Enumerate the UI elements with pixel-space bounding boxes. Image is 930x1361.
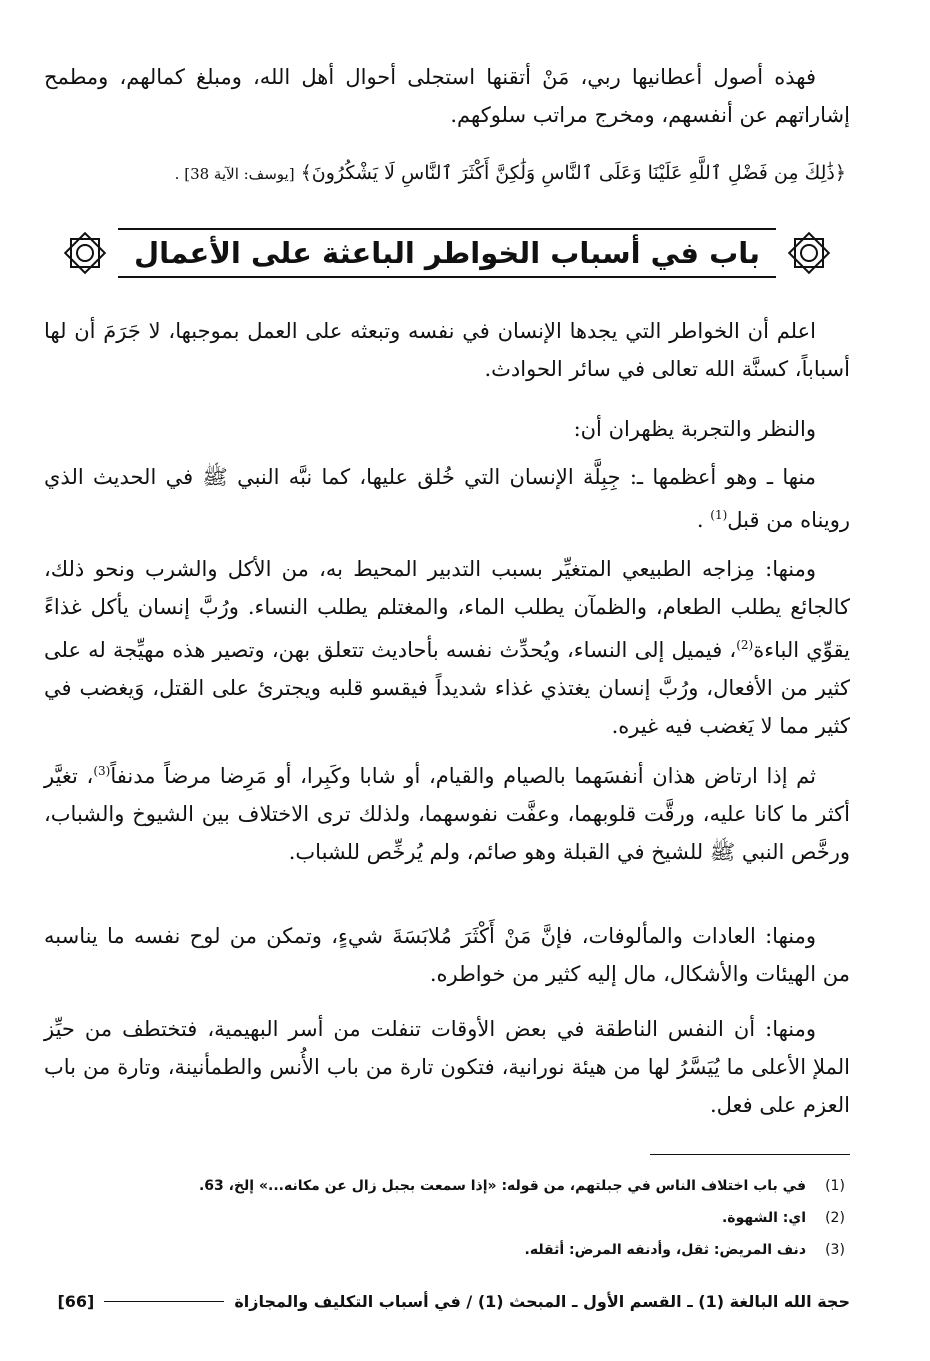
octagram-ornament-icon [60,228,110,278]
quran-verse [40,158,846,189]
paragraph-6 [44,917,850,993]
page-number: [66] [57,1291,95,1311]
paragraph-5 [44,752,850,871]
paragraph-7 [44,1010,850,1124]
paragraph-text: . [696,508,711,532]
paragraph-text: اعلم أن الخواطر التي يجدها الإنسان في نفسه وتبعثه على العمل بموجبها، لا جَرَمَ أن لها أسباباً، كسنَّة الله تعالى في سائر الحوادث. [44,319,850,381]
octagram-ornament-icon [784,228,834,278]
footnote-marker: (2) [736,638,754,652]
running-title: حجة الله البالغة (1) ـ القسم الأول ـ المبحث (1) / في أسباب التكليف والمجازاة [234,1291,850,1311]
footnote-text: دنف المريض: ثقل، وأدنفه المرض: أثقله. [524,1242,806,1258]
paragraph-3 [44,458,850,539]
paragraph-text: منها ـ وهو أعظمها ـ: جِبِلَّة الإنسان التي خُلق عليها، كما نبَّه النبي ﷺ في الحديث الذي رويناه من قبل [44,465,850,532]
footnote-text: اي: الشهوة. [721,1210,806,1226]
paragraph-2 [44,410,850,448]
paragraph-text: ، فيميل إلى النساء، ويُحدِّث نفسه بأحاديث تتعلق بهن، وتصير هذه مهيِّجة له على كثير من الأفعال، ورُبَّ إنسان يغتذي غذاء شديداً فيقسو قلبه ويجترئ على القتل، وَيغضب في كثير مما لا يَغضب فيه غيره. [44,638,850,738]
footnote-number: (2) [825,1210,845,1226]
intro-text: فهذه أصول أعطانيها ربي، مَنْ أتقنها استجلى أحوال أهل الله، ومبلغ كمالهم، ومطمح إشاراتهم عن أنفسهم، ومخرج مراتب سلوكهم. [44,65,850,127]
verse-text: ﴿ذَٰلِكَ مِن فَضْلِ ٱللَّهِ عَلَيْنَا وَعَلَى ٱلنَّاسِ وَلَٰكِنَّ أَكْثَرَ ٱلنَّاسِ لَا يَشْكُرُونَ﴾ [300,162,846,184]
heading-title: باب في أسباب الخواطر الباعثة على الأعمال [118,228,776,278]
footnote-item [44,1234,850,1266]
paragraph-text: ، تغيَّر أكثر ما كانا عليه، ورقَّت قلوبهما، وعفَّت نفوسهما، ولذلك ترى الاختلاف بين الشيوخ والشباب، ورخَّص النبي ﷺ للشيخ في القبلة وهو صائم، ولم يُرخِّص للشباب. [44,764,850,864]
page-footer [44,1286,850,1316]
footnotes [44,1170,850,1266]
paragraph-text: ثم إذا ارتاض هذان أنفسَهما بالصيام والقيام، أو شابا وكَبِرا، أو مَرِضا مرضاً مدنفاً [110,764,816,788]
paragraph-text: ومنها: العادات والمألوفات، فإنَّ مَنْ أَكْثَرَ مُلابَسَةَ شيءٍ، وتمكن من لوح نفسه ما يناسبه من الهيئات والأشكال، مال إليه كثير من خواطره. [44,924,850,986]
intro-paragraph [44,58,850,134]
footnote-divider [650,1154,850,1155]
footnote-number: (1) [825,1178,845,1194]
footnote-marker: (3) [93,764,111,778]
paragraph-text: ومنها: أن النفس الناطقة في بعض الأوقات تنفلت من أسر البهيمية، فتختطف من حيِّز الملإ الأعلى ما يُيَسَّرُ لها من هيئة نورانية، فتكون تارة من باب الأُنس والطمأنينة، وتارة من باب العزم على فعل. [44,1017,850,1117]
footnote-number: (3) [825,1242,845,1258]
footnote-marker: (1) [710,508,728,522]
footer-rule [104,1301,224,1302]
paragraph-4 [44,550,850,745]
paragraph-1 [44,312,850,388]
paragraph-text: والنظر والتجربة يظهران أن: [573,417,816,441]
footnote-item [44,1202,850,1234]
footnote-text: في باب اختلاف الناس في جبلتهم، من قوله: «إذا سمعت بجبل زال عن مكانه...» إلخ، 63. [198,1178,806,1194]
verse-reference: [يوسف: الآية 38] . [174,165,295,183]
document-page [44,50,850,1350]
section-heading [44,218,850,288]
paragraph-text: ومنها: مِزاجه الطبيعي المتغيِّر بسبب التدبير المحيط به، من الأكل والشرب ونحو ذلك، كالجائع يطلب الطعام، والظمآن يطلب الماء، والمغتلم يطلب النساء. ورُبَّ إنسان يأكل غذاءً يقوِّي الباءة [44,557,850,662]
footnote-item [44,1170,850,1202]
